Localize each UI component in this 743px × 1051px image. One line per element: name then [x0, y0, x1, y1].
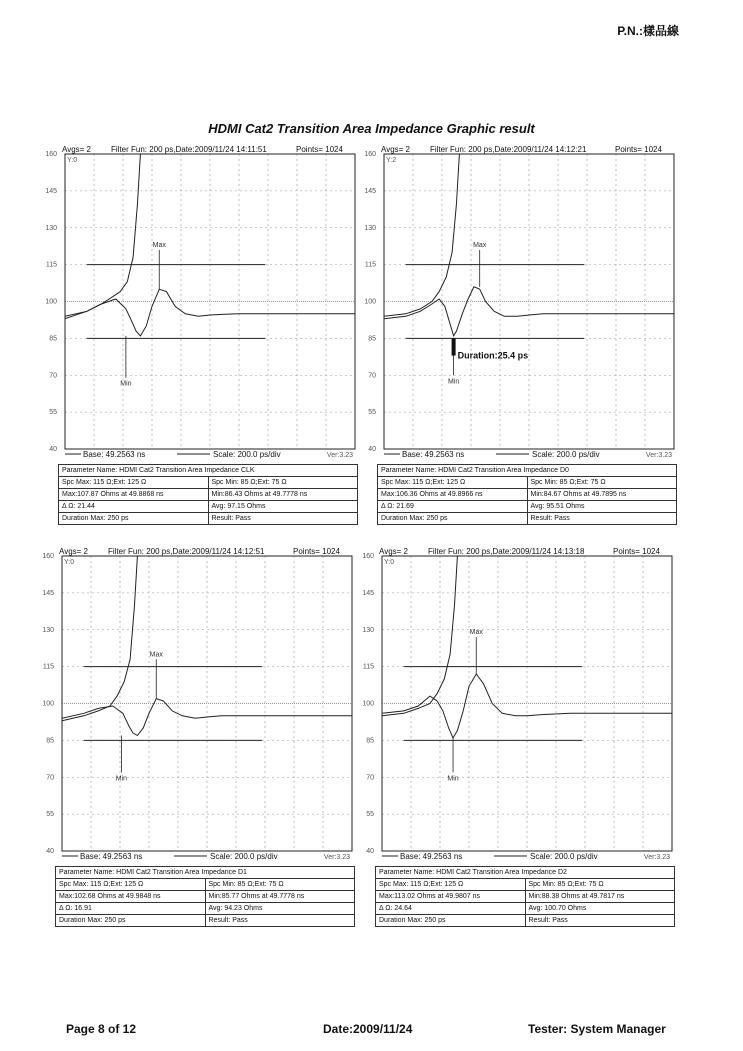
max-marker-label: Max [473, 241, 487, 249]
points-label: Points= 1024 [293, 547, 340, 556]
spc-max: Spc Max: 115 Ω;Ext: 125 Ω [59, 477, 209, 489]
y-tick-label: 160 [362, 553, 374, 560]
y-tick-label: 85 [366, 737, 374, 745]
avgs-label: Avgs= 2 [59, 547, 88, 556]
chart-panel-d1 [42, 547, 355, 938]
y-tick-label: 100 [42, 700, 54, 708]
scale-label: Scale: 200.0 ps/div [210, 852, 278, 861]
chart-plot [362, 548, 675, 868]
y-tick-label: 160 [42, 553, 54, 560]
result-value: Result: Pass [208, 513, 358, 525]
y-tick-label: 100 [362, 700, 374, 708]
spc-min: Spc Min: 85 Ω;Ext: 75 Ω [527, 477, 677, 489]
version-label: Ver:3.23 [645, 452, 672, 459]
y-tick-label: 130 [364, 224, 376, 232]
y-tick-label: 145 [362, 589, 374, 597]
y-tick-label: 115 [42, 663, 54, 671]
chart-plot [364, 146, 677, 466]
impedance-curve [62, 699, 352, 736]
duration-bar [452, 338, 456, 355]
max-marker-label: Max [149, 651, 163, 659]
spc-max: Spc Max: 115 Ω;Ext: 125 Ω [376, 879, 526, 891]
y-tick-label: 55 [49, 409, 57, 417]
y-tick-label: 70 [49, 372, 57, 380]
min-value: Min:88.38 Ohms at 49.7817 ns [525, 891, 675, 903]
y-tick-label: 40 [366, 848, 374, 855]
y-tick-label: 145 [45, 187, 57, 195]
points-label: Points= 1024 [615, 145, 662, 154]
scale-label: Scale: 200.0 ps/div [530, 852, 598, 861]
y-tick-label: 115 [364, 261, 376, 269]
duration-max: Duration Max: 250 ps [56, 915, 206, 927]
avg-value: Avg: 100.70 Ohms [525, 903, 675, 915]
avgs-label: Avgs= 2 [381, 145, 410, 154]
avgs-label: Avgs= 2 [379, 547, 408, 556]
y-tick-label: 100 [364, 298, 376, 306]
impedance-curve [65, 289, 355, 336]
scale-label: Scale: 200.0 ps/div [213, 450, 281, 459]
report-date: Date:2009/11/24 [323, 1022, 413, 1036]
result-value: Result: Pass [205, 915, 355, 927]
y-tick-label: 130 [362, 626, 374, 634]
spc-max: Spc Max: 115 Ω;Ext: 125 Ω [56, 879, 206, 891]
chart-panel-d2 [362, 547, 675, 938]
version-label: Ver:3.23 [323, 854, 350, 861]
y-tick-label: 70 [46, 774, 54, 782]
part-number: P.N.:樣品線 [617, 24, 679, 38]
chart-plot [45, 146, 358, 466]
parameter-table [377, 464, 677, 525]
y-tick-label: 40 [368, 446, 376, 453]
min-marker-label: Min [447, 378, 460, 386]
tester-name: Tester: System Manager [528, 1022, 666, 1036]
y-tick-label: 85 [46, 737, 54, 745]
base-label: Base: 49.2563 ns [400, 852, 463, 861]
base-label: Base: 49.2563 ns [80, 852, 143, 861]
delta-value: Δ Ω: 16.91 [56, 903, 206, 915]
min-marker-label: Min [447, 775, 459, 783]
y-tick-label: 160 [364, 151, 376, 158]
min-value: Min:85.77 Ohms at 49.7778 ns [205, 891, 355, 903]
param-name: Parameter Name: HDMI Cat2 Transition Area Impedance CLK [59, 465, 358, 477]
delta-value: Δ Ω: 24.64 [376, 903, 526, 915]
version-label: Ver:3.23 [326, 452, 353, 459]
y-tick-label: 55 [366, 811, 374, 819]
impedance-curve [382, 674, 672, 738]
filter-label: Filter Fun: 200 ps,Date:2009/11/24 14:12:51 [108, 547, 265, 556]
base-label: Base: 49.2563 ns [402, 450, 465, 459]
y-tick-label: 130 [42, 626, 54, 634]
param-name: Parameter Name: HDMI Cat2 Transition Area Impedance D1 [56, 867, 355, 879]
avgs-label: Avgs= 2 [62, 145, 91, 154]
version-label: Ver:3.23 [643, 854, 670, 861]
y-tick-label: 40 [46, 848, 54, 855]
y-tick-label: 85 [368, 335, 376, 343]
duration-max: Duration Max: 250 ps [376, 915, 526, 927]
reference-curve [65, 56, 143, 317]
page-number: Page 8 of 12 [66, 1022, 137, 1036]
duration-label: Duration:25.4 ps [457, 350, 529, 361]
delta-value: Δ Ω: 21.44 [59, 501, 209, 513]
min-marker-label: Min [115, 775, 128, 783]
duration-max: Duration Max: 250 ps [378, 513, 528, 525]
min-marker-label: Min [120, 380, 132, 388]
parameter-table [375, 866, 675, 927]
channel-label: Y:0 [64, 559, 75, 566]
max-value: Max:106.36 Ohms at 49.8966 ns [378, 489, 528, 501]
avg-value: Avg: 95.51 Ohms [527, 501, 677, 513]
y-tick-label: 130 [45, 224, 57, 232]
result-value: Result: Pass [525, 915, 675, 927]
result-value: Result: Pass [527, 513, 677, 525]
y-tick-label: 115 [45, 261, 57, 269]
y-tick-label: 145 [42, 589, 54, 597]
y-tick-label: 85 [49, 335, 57, 343]
avg-value: Avg: 94.23 Ohms [205, 903, 355, 915]
y-tick-label: 70 [366, 774, 374, 782]
points-label: Points= 1024 [296, 145, 343, 154]
spc-min: Spc Min: 85 Ω;Ext: 75 Ω [208, 477, 358, 489]
max-value: Max:107.87 Ohms at 49.8868 ns [59, 489, 209, 501]
scale-label: Scale: 200.0 ps/div [532, 450, 600, 459]
max-value: Max:102.68 Ohms at 49.9848 ns [56, 891, 206, 903]
chart-panel-d0 [364, 145, 677, 536]
min-value: Min:84.67 Ohms at 49.7895 ns [527, 489, 677, 501]
chart-panel-clk [45, 145, 358, 536]
filter-label: Filter Fun: 200 ps,Date:2009/11/24 14:12:21 [430, 145, 587, 154]
filter-label: Filter Fun: 200 ps,Date:2009/11/24 14:13:18 [428, 547, 585, 556]
param-name: Parameter Name: HDMI Cat2 Transition Area Impedance D2 [376, 867, 675, 879]
y-tick-label: 145 [364, 187, 376, 195]
y-tick-label: 55 [46, 811, 54, 819]
parameter-table [58, 464, 358, 525]
delta-value: Δ Ω: 21.69 [378, 501, 528, 513]
spc-min: Spc Min: 85 Ω;Ext: 75 Ω [205, 879, 355, 891]
duration-max: Duration Max: 250 ps [59, 513, 209, 525]
channel-label: Y:0 [67, 157, 78, 164]
param-name: Parameter Name: HDMI Cat2 Transition Area Impedance D0 [378, 465, 677, 477]
channel-label: Y:0 [384, 559, 395, 566]
y-tick-label: 55 [368, 409, 376, 417]
filter-label: Filter Fun: 200 ps,Date:2009/11/24 14:11:51 [111, 145, 267, 154]
avg-value: Avg: 97.15 Ohms [208, 501, 358, 513]
max-marker-label: Max [469, 629, 483, 637]
page-title: HDMI Cat2 Transition Area Impedance Graphic result [208, 121, 535, 136]
min-value: Min:86.43 Ohms at 49.7778 ns [208, 489, 358, 501]
channel-label: Y:2 [386, 157, 397, 164]
spc-max: Spc Max: 115 Ω;Ext: 125 Ω [378, 477, 528, 489]
y-tick-label: 115 [362, 663, 374, 671]
reference-curve [384, 56, 462, 317]
y-tick-label: 160 [45, 151, 57, 158]
y-tick-label: 40 [49, 446, 57, 453]
chart-plot [42, 548, 355, 868]
max-value: Max:113.02 Ohms at 49.9807 ns [376, 891, 526, 903]
parameter-table [55, 866, 355, 927]
y-tick-label: 70 [368, 372, 376, 380]
base-label: Base: 49.2563 ns [83, 450, 146, 459]
spc-min: Spc Min: 85 Ω;Ext: 75 Ω [525, 879, 675, 891]
y-tick-label: 100 [45, 298, 57, 306]
max-marker-label: Max [152, 241, 166, 249]
points-label: Points= 1024 [613, 547, 660, 556]
